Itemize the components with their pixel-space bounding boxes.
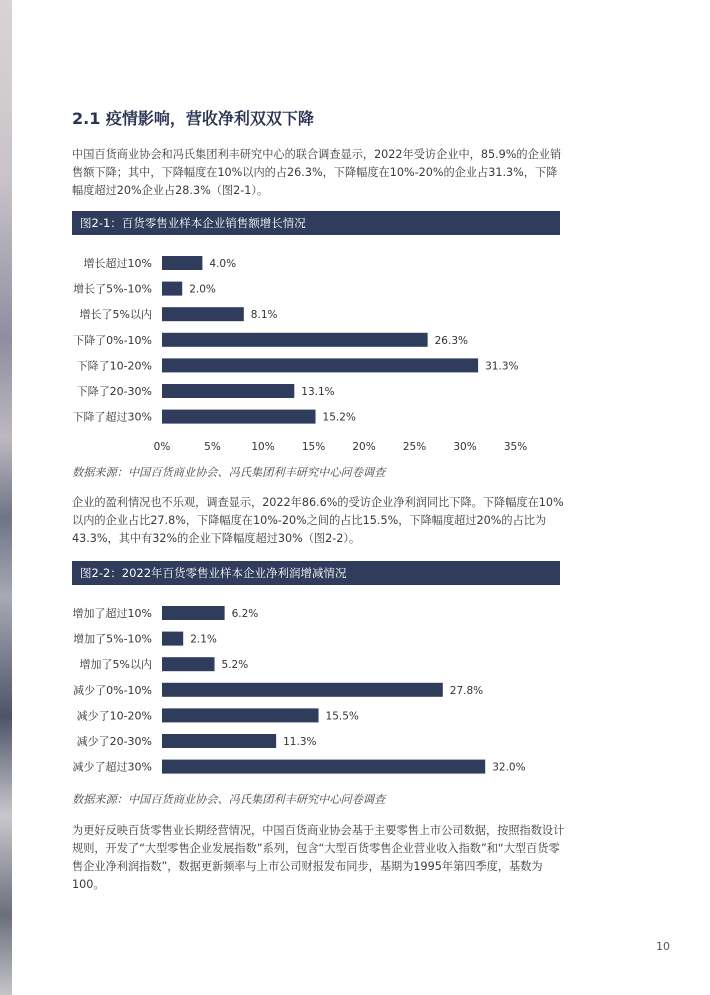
chart1-category-label: 增长了5%-10% bbox=[73, 282, 152, 296]
chart1-bar bbox=[162, 282, 182, 296]
chart1-x-tick-label: 30% bbox=[453, 441, 477, 453]
chart1-category-label: 下降了10-20% bbox=[76, 359, 152, 373]
chart1-bar bbox=[162, 358, 478, 372]
chart1-data-label: 31.3% bbox=[485, 360, 519, 373]
chart1-data-label: 13.1% bbox=[301, 386, 335, 398]
chart2-category-label: 减少了超过30% bbox=[72, 760, 152, 774]
chart1-data-label: 2.0% bbox=[189, 283, 216, 296]
chart1-source: 数据来源：中国百货商业协会、冯氏集团利丰研究中心问卷调查 bbox=[72, 466, 386, 479]
chart2-bar bbox=[162, 632, 183, 646]
chart1-x-tick-label: 15% bbox=[301, 441, 326, 453]
chart2-bar bbox=[162, 708, 319, 722]
chart1-x-tick-label: 25% bbox=[402, 441, 427, 453]
chart2-data-label: 2.1% bbox=[190, 633, 217, 646]
chart1-x-tick-label: 35% bbox=[503, 441, 528, 453]
chart2-category-label: 增加了5%-10% bbox=[73, 632, 152, 646]
section-title: 2.1 疫情影响，营收净利双双下降 bbox=[72, 109, 314, 128]
chart1-data-label: 15.2% bbox=[322, 411, 356, 424]
chart1-bar bbox=[162, 384, 294, 398]
chart1-bar bbox=[162, 307, 244, 321]
chart2-source: 数据来源：中国百货商业协会、冯氏集团利丰研究中心问卷调查 bbox=[72, 793, 386, 806]
chart1-category-label: 增长了5%以内 bbox=[79, 308, 152, 322]
chart2-bar bbox=[162, 606, 225, 620]
chart1-x-tick-label: 20% bbox=[352, 441, 376, 453]
chart1-data-label: 4.0% bbox=[209, 258, 237, 270]
chart1-title: 图2-1：百货零售业样本企业销售额增长情况 bbox=[72, 211, 560, 235]
chart2-data-label: 15.5% bbox=[325, 710, 359, 723]
chart1-x-tick-label: 0% bbox=[153, 441, 171, 453]
chart1-category-label: 下降了0%-10% bbox=[73, 333, 152, 347]
chart2-category-label: 减少了20-30% bbox=[76, 735, 152, 748]
chart1-bar bbox=[162, 333, 428, 347]
chart2-title: 图2-2：2022年百货零售业样本企业净利润增减情况 bbox=[72, 561, 560, 585]
chart1-category-label: 下降了20-30% bbox=[76, 385, 152, 398]
chart1-data-label: 26.3% bbox=[434, 334, 468, 347]
chart2-bar bbox=[162, 760, 485, 774]
chart2-data-label: 32.0% bbox=[492, 761, 526, 774]
chart2-category-label: 减少了10-20% bbox=[76, 709, 152, 723]
chart2-data-label: 11.3% bbox=[283, 736, 317, 748]
chart2-net-profit bbox=[0, 598, 710, 783]
paragraph-index: 为更好反映百货零售业长期经营情况，中国百货商业协会基于主要零售上市公司数据，按照指数设计规则，开发了“大型零售企业发展指数”系列，包含“大型百货零售企业营业收入指数”和“大型百货零售企业净利润指数”，数据更新频率与上市公司财报发布同步，基期为1995年第四季度，基数为100。 bbox=[72, 824, 565, 891]
chart2-data-label: 6.2% bbox=[231, 608, 259, 620]
chart2-category-label: 减少了0%-10% bbox=[73, 683, 152, 697]
chart1-category-label: 下降了超过30% bbox=[72, 410, 152, 424]
chart2-category-label: 增加了超过10% bbox=[72, 607, 152, 620]
chart1-x-tick-label: 10% bbox=[251, 441, 275, 453]
chart1-x-tick-label: 5% bbox=[204, 441, 221, 453]
chart2-data-label: 27.8% bbox=[449, 684, 484, 697]
chart1-bar bbox=[162, 256, 202, 270]
paragraph-profit: 企业的盈利情况也不乐观，调查显示，2022年86.6%的受访企业净利润同比下降。下降幅度在10%以内的企业占比27.8%，下降幅度在10%-20%之间的占比15.5%，下降幅度超过20%的占比为43.3%，其中有32%的企业下降幅度超过30%（图2-2）。 bbox=[72, 496, 564, 545]
paragraph-sales: 中国百货商业协会和冯氏集团利丰研究中心的联合调查显示，2022年受访企业中，85.9%的企业销售额下降；其中，下降幅度在10%以内的占26.3%，下降幅度在10%-20%的企业占31.3%，下降幅度超过20%企业占28.3%（图2-1）。 bbox=[72, 148, 562, 197]
page-number: 10 bbox=[656, 940, 670, 953]
chart2-bar bbox=[162, 683, 443, 697]
chart2-category-label: 增加了5%以内 bbox=[79, 658, 152, 672]
chart1-data-label: 8.1% bbox=[250, 309, 278, 322]
page-edge-photo bbox=[0, 0, 12, 995]
chart1-bar bbox=[162, 410, 316, 424]
chart2-bar bbox=[162, 734, 276, 748]
chart2-bar bbox=[162, 657, 215, 671]
chart1-sales-growth bbox=[0, 248, 710, 458]
chart2-data-label: 5.2% bbox=[221, 659, 249, 672]
chart1-category-label: 增长超过10% bbox=[83, 257, 152, 270]
